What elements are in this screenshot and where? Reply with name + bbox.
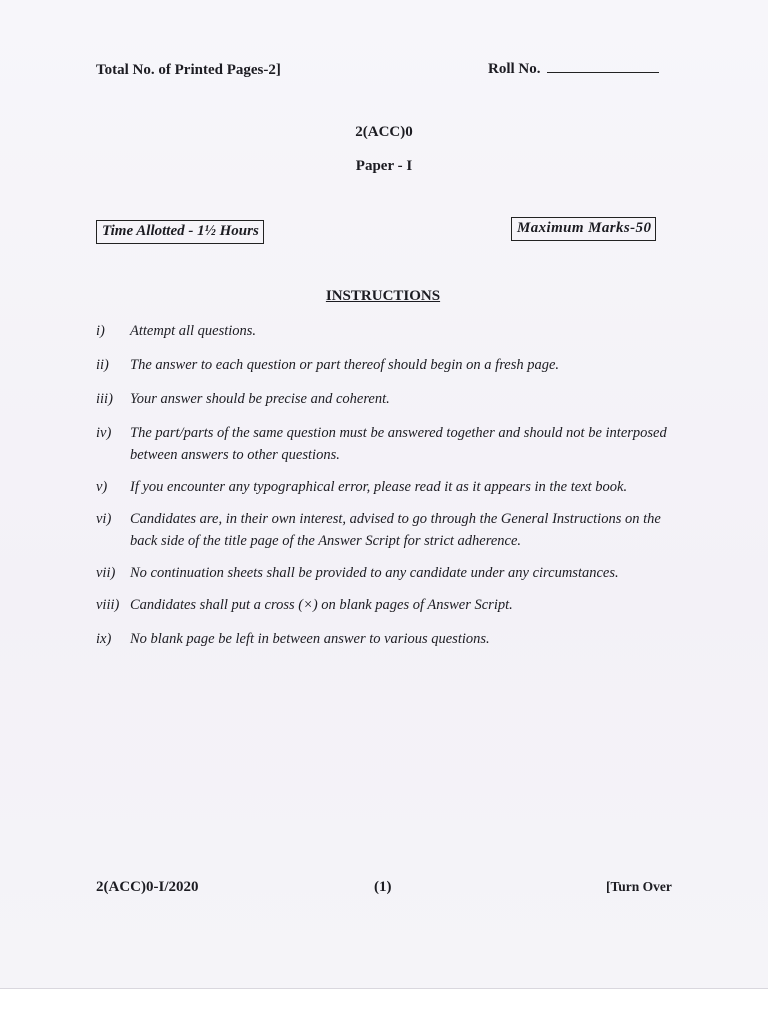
- instruction-item: [96, 354, 676, 376]
- footer-page-number: (1): [374, 879, 392, 895]
- footer-turn-over: [Turn Over: [606, 879, 672, 894]
- instruction-number: v): [96, 479, 108, 495]
- time-allotted-box: Time Allotted - 1½ Hours: [96, 220, 264, 244]
- instruction-number: ii): [96, 357, 109, 373]
- instruction-text: The part/parts of the same question must be answered together and should not be interposed between answers to other questions.: [130, 425, 667, 463]
- exam-code: 2(ACC)0: [355, 124, 413, 140]
- instruction-item: [96, 562, 676, 584]
- instruction-number: ix): [96, 631, 112, 647]
- instruction-text: No continuation sheets shall be provided to any candidate under any circumstances.: [130, 565, 619, 581]
- roll-number-blank: [547, 60, 659, 73]
- footer-paper-code: 2(ACC)0-I/2020: [96, 879, 199, 895]
- instruction-text: The answer to each question or part thereof should begin on a fresh page.: [130, 357, 560, 373]
- instructions-heading: INSTRUCTIONS: [325, 288, 441, 304]
- instruction-text: Candidates shall put a cross (×) on blank pages of Answer Script.: [130, 597, 513, 613]
- instruction-item: [96, 508, 676, 552]
- instruction-number: viii): [96, 597, 120, 613]
- instruction-number: i): [96, 323, 105, 339]
- maximum-marks-box: Maximum Marks-50: [511, 217, 656, 241]
- scan-margin: [0, 989, 768, 1024]
- instruction-text: If you encounter any typographical error, please read it as it appears in the text book.: [130, 479, 628, 495]
- instruction-item: [96, 628, 676, 650]
- total-pages-label: Total No. of Printed Pages-2]: [96, 62, 281, 78]
- paper-title: Paper - I: [355, 158, 413, 174]
- instruction-number: iv): [96, 425, 112, 441]
- instruction-number: vii): [96, 565, 116, 581]
- instruction-text: No blank page be left in between answer to various questions.: [130, 631, 490, 647]
- instruction-text: Your answer should be precise and coherent.: [130, 391, 390, 407]
- roll-number-field: [488, 60, 659, 78]
- instructions-list: [96, 320, 676, 650]
- instruction-text: Attempt all questions.: [130, 323, 257, 339]
- instruction-item: [96, 476, 676, 498]
- instruction-text: Candidates are, in their own interest, advised to go through the General Instructions on the back side of the title page of the Answer Script for strict adherence.: [130, 511, 661, 549]
- instruction-number: iii): [96, 391, 113, 407]
- instruction-item: [96, 388, 676, 410]
- instruction-number: vi): [96, 511, 112, 527]
- instruction-item: [96, 422, 676, 466]
- instruction-item: [96, 320, 676, 342]
- roll-number-label: Roll No.: [488, 61, 541, 77]
- instruction-item: [96, 594, 676, 616]
